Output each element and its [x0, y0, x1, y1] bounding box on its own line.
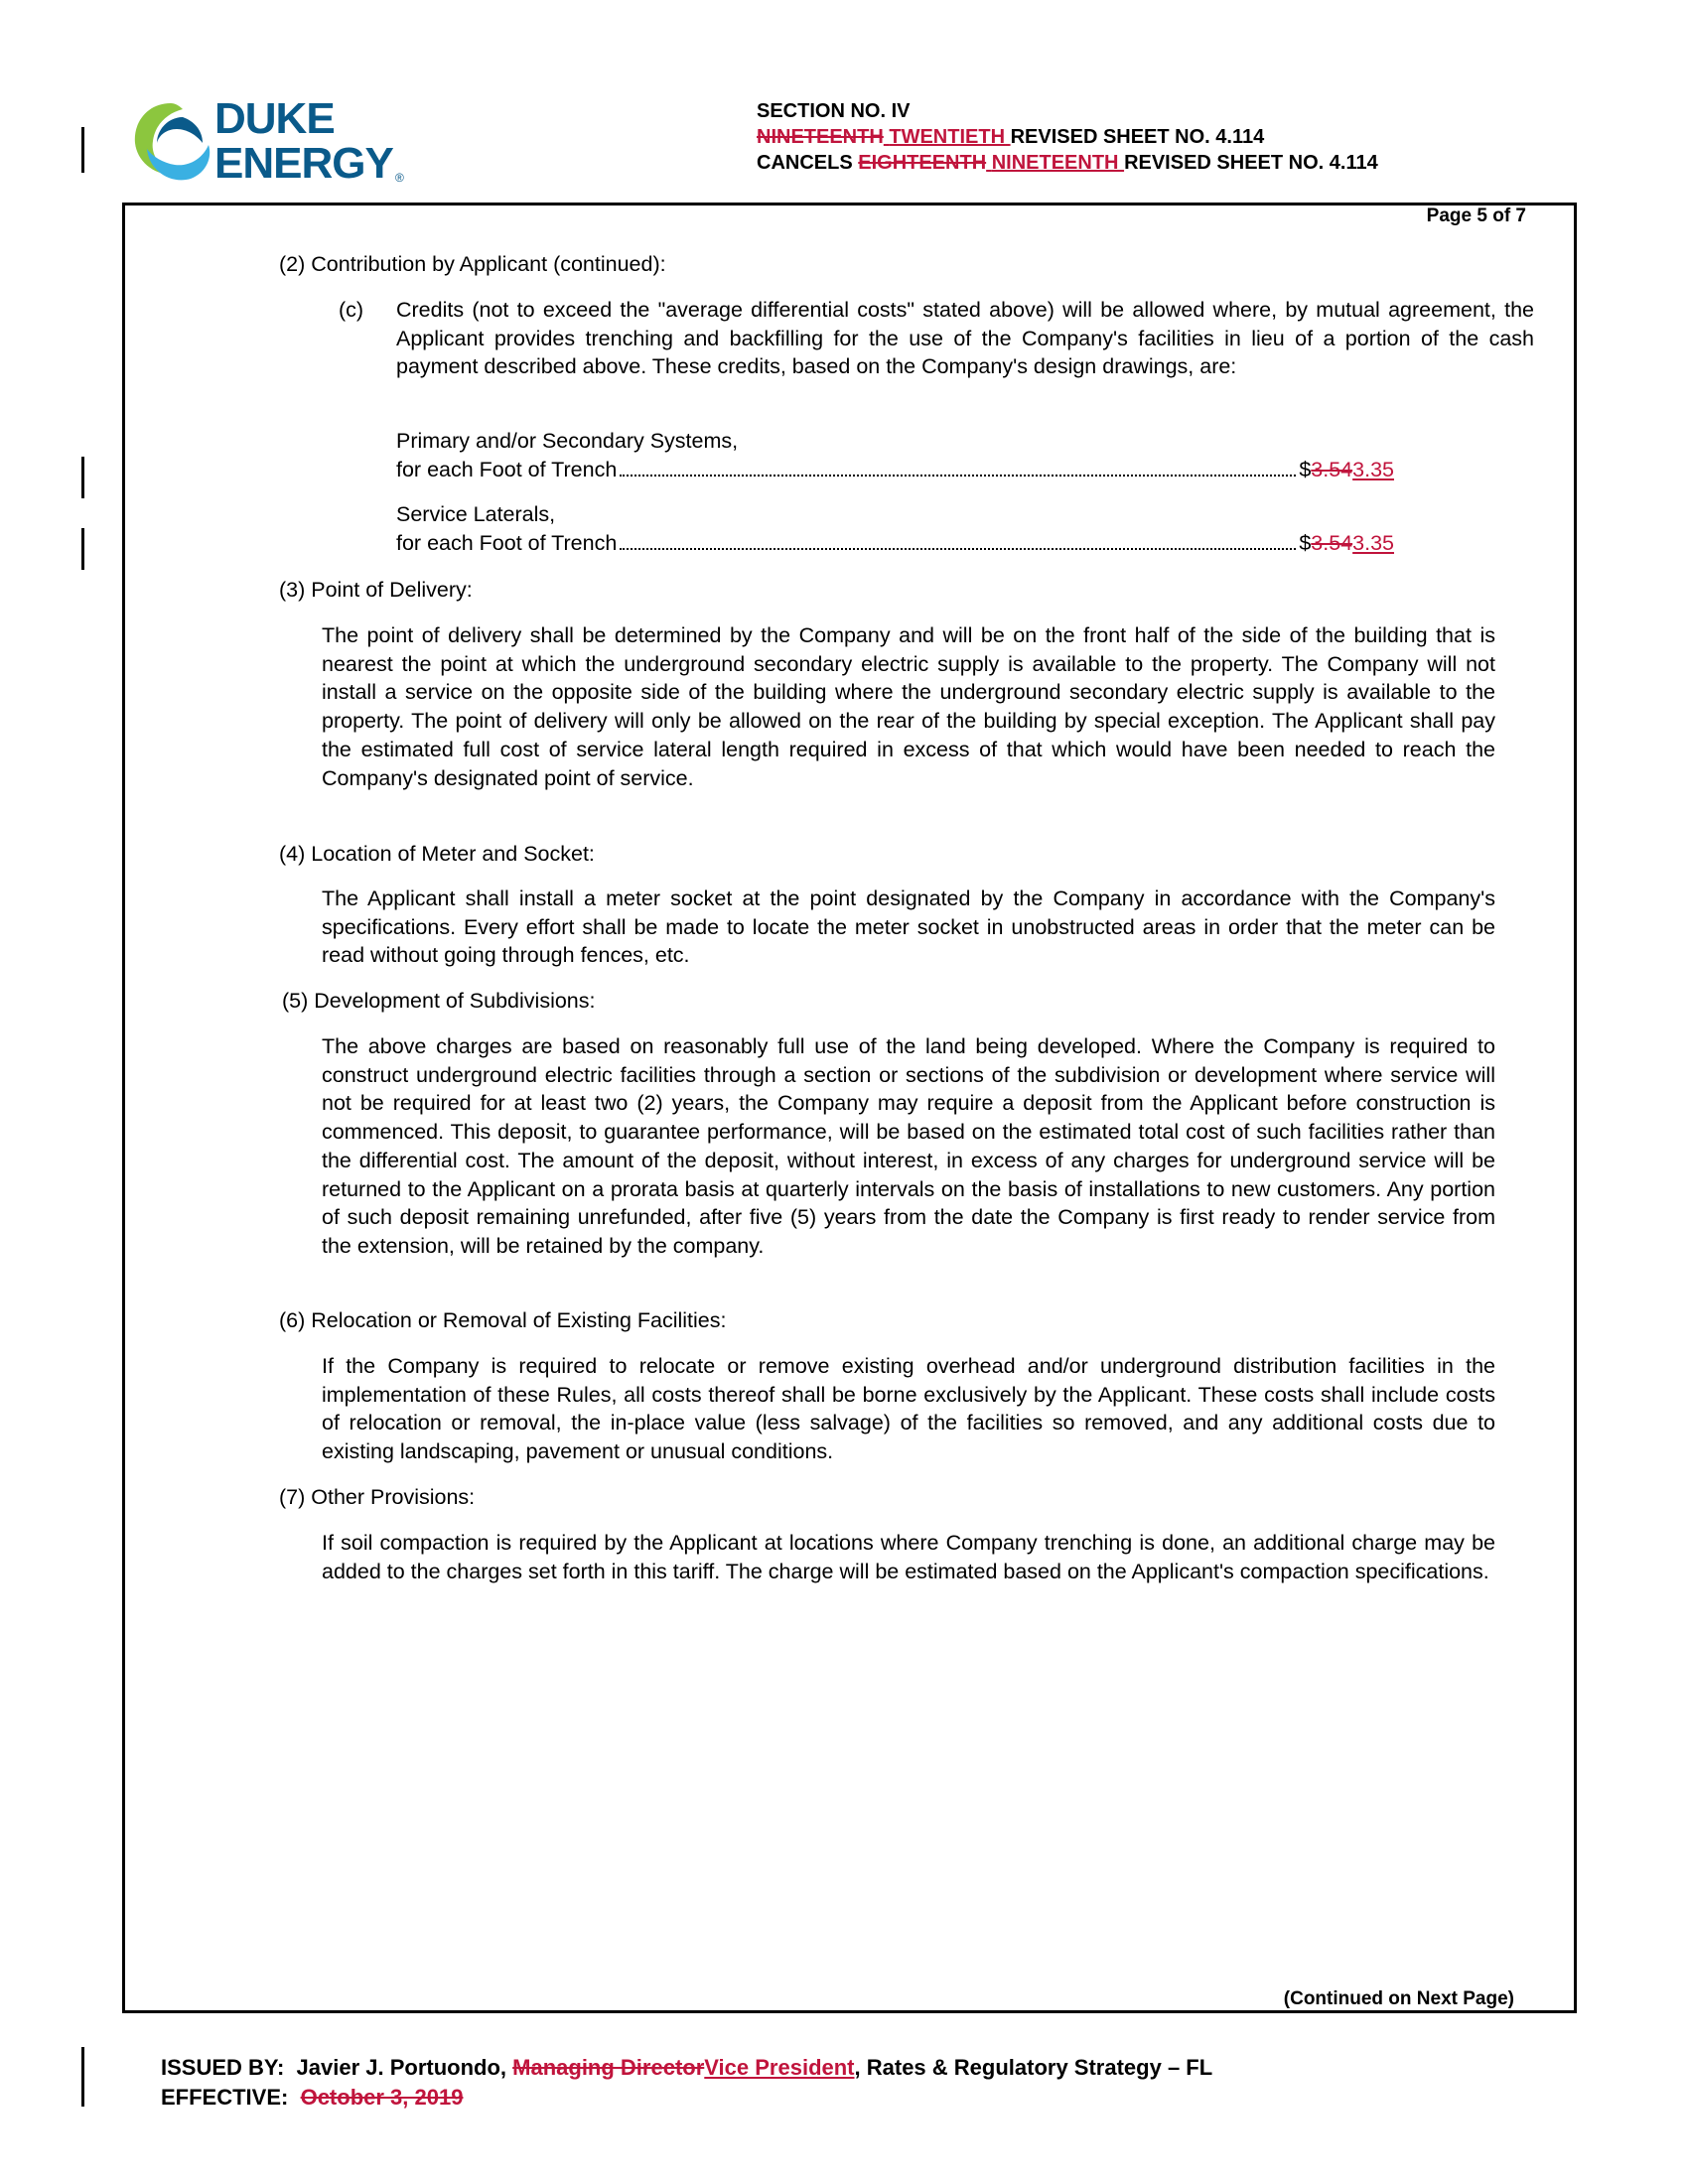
credit-1-row — [396, 456, 1394, 484]
header-section: SECTION NO. IV — [757, 100, 911, 122]
header-inserted-ordinal: TWENTIETH — [889, 126, 1006, 148]
section-6-heading: (6) Relocation or Removal of Existing Facilities: — [279, 1308, 727, 1332]
footer-effective — [161, 2083, 463, 2113]
header-cancels-inserted: NINETEENTH — [991, 152, 1119, 174]
logo-registered-mark: ® — [395, 171, 404, 185]
change-bar-header — [81, 127, 84, 173]
section-7-heading: (7) Other Provisions: — [279, 1485, 476, 1509]
credit-1-old-value: 3.54 — [1311, 458, 1353, 481]
credit-1-leader — [620, 475, 1296, 477]
section-4-text: The Applicant shall install a meter socket at the point designated by the Company in accordance with the Company's specifications. Every effort shall be made to locate the meter socket in unobstructed areas in order that the meter can be read without going through fences, etc. — [322, 887, 1495, 968]
logo-word-energy: ENERGY — [214, 139, 393, 188]
footer-inserted-title: Vice President — [704, 2055, 855, 2080]
credit-1-currency: $ — [1299, 458, 1312, 481]
section-5-heading: (5) Development of Subdivisions: — [282, 989, 596, 1013]
logo-word-duke: DUKE — [214, 94, 335, 143]
header-deleted-ordinal: NINETEENTH — [757, 126, 884, 148]
credit-2-label: Service Laterals, — [396, 502, 556, 526]
duke-energy-logo-icon — [127, 95, 214, 190]
change-bar-credit2 — [81, 528, 84, 570]
credit-1-label: Primary and/or Secondary Systems, — [396, 429, 739, 453]
item-c-label: (c) — [339, 298, 364, 322]
header-revised-sheet — [757, 125, 1264, 149]
section-5-text: The above charges are based on reasonably full use of the land being developed. Where the Company is required to construct underground electric facilities through a section or sections of the subdivision or development where service will not be required for at least two (2) years, the Company may require a deposit from the Applicant before construction is commenced. This deposit, to guarantee performance, will be based on the estimated total cost of such facilities rather than the differential cost. The amount of the deposit, without interest, in excess of any charges for underground service will be returned to the Applicant on a prorata basis at quarterly intervals on the basis of installations to new customers. Any portion of such deposit remaining unrefunded, after five (5) years from the date the Company is first ready to render service from the extension, will be retained by the company. — [322, 1034, 1495, 1258]
section-6-text: If the Company is required to relocate or remove existing overhead and/or underground distribution facilities in the implementation of these Rules, all costs thereof shall be borne exclusively by the Applicant. These costs shall include costs of relocation or removal, the in-place value (less salvage) of the facilities so removed, and any additional costs due to existing landscaping, pavement or unusual conditions. — [322, 1354, 1495, 1464]
item-c-text: Credits (not to exceed the "average differential costs" stated above) will be allowed where, by mutual agreement, the Applicant provides trenching and backfilling for the use of the Company's facilities in lieu of a portion of the cash payment described above. These credits, based on the Company's design drawings, are: — [396, 298, 1534, 379]
section-7-text: If soil compaction is required by the Applicant at locations where Company trenching is done, an additional charge may be added to the charges set forth in this tariff. The charge will be estimated based on the Applicant's compaction specifications. — [322, 1531, 1495, 1583]
header-cancels-prefix: CANCELS — [757, 152, 853, 174]
footer-deleted-title: Managing Director — [512, 2055, 705, 2080]
footer-effective-label: EFFECTIVE: — [161, 2085, 289, 2110]
footer-issued-name: Javier J. Portuondo, — [296, 2055, 507, 2080]
section-3-text: The point of delivery shall be determined by the Company and will be on the front half of the side of the building that is nearest the point at which the underground secondary electric supply is available to the property. The Company will not install a service on the opposite side of the building where the underground secondary electric supply is available to the property. The point of delivery will only be allowed on the rear of the building by special exception. The Applicant shall pay the estimated full cost of service lateral length required in excess of that which would have been needed to reach the Company's designated point of service. — [322, 623, 1495, 790]
duke-energy-logo — [127, 95, 415, 190]
credit-2-old-value: 3.54 — [1311, 531, 1353, 555]
footer-issued-label: ISSUED BY: — [161, 2055, 285, 2080]
credit-2-new-value: 3.35 — [1352, 531, 1394, 555]
change-bar-footer — [81, 2047, 84, 2107]
footer-effective-deleted-date: October 3, 2019 — [300, 2085, 464, 2110]
footer-issued-by — [161, 2053, 1212, 2083]
section-2-heading: (2) Contribution by Applicant (continued): — [279, 252, 666, 276]
section-4-heading: (4) Location of Meter and Socket: — [279, 842, 595, 866]
continued-note: (Continued on Next Page) — [1283, 1988, 1514, 2009]
header-revised-rest: REVISED SHEET NO. 4.114 — [1010, 126, 1265, 148]
section-3-heading: (3) Point of Delivery: — [279, 578, 473, 602]
header-cancels-sheet — [757, 151, 1378, 175]
credit-2-unit: for each Foot of Trench — [396, 531, 618, 555]
credit-1-new-value: 3.35 — [1352, 458, 1394, 481]
change-bar-credit1 — [81, 457, 84, 498]
credit-1-unit: for each Foot of Trench — [396, 458, 618, 481]
header-cancels-rest: REVISED SHEET NO. 4.114 — [1124, 152, 1378, 174]
credit-2-row — [396, 529, 1394, 558]
page-number: Page 5 of 7 — [1426, 205, 1526, 226]
footer-issued-rest: , Rates & Regulatory Strategy – FL — [854, 2055, 1213, 2080]
credit-2-leader — [620, 548, 1296, 550]
header-cancels-deleted: EIGHTEENTH — [858, 152, 987, 174]
credit-2-currency: $ — [1299, 531, 1312, 555]
